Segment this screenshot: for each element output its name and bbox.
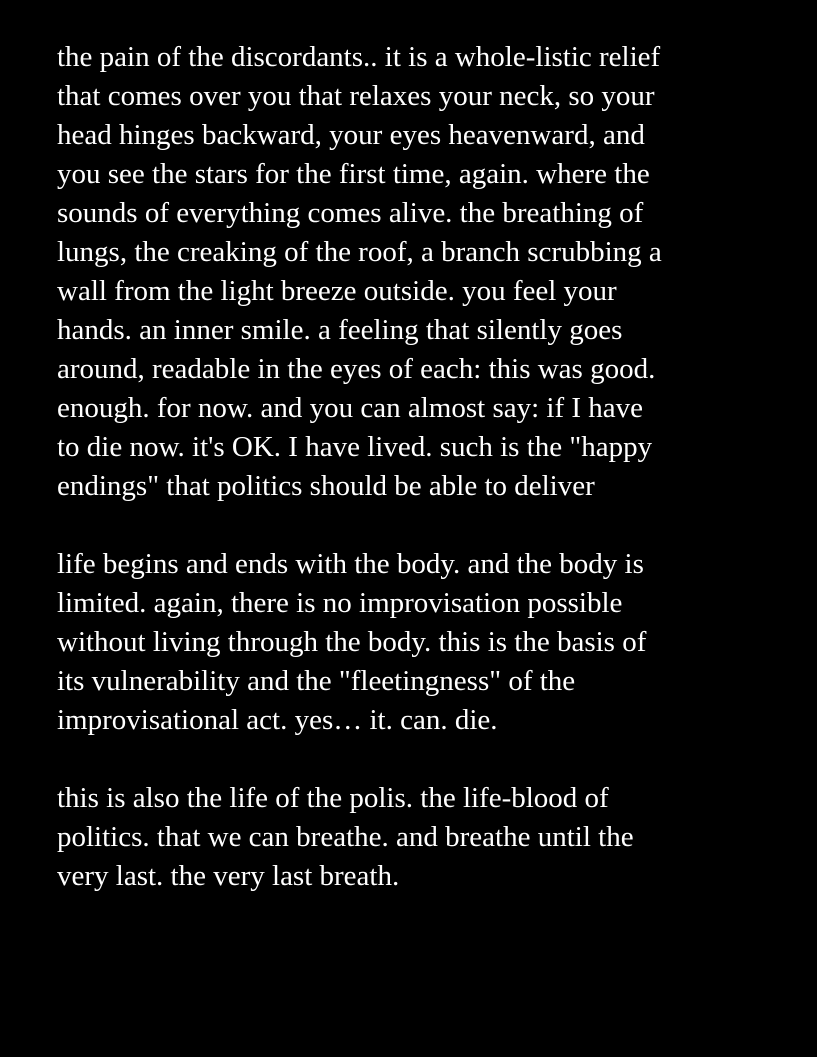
text-line: sounds of everything comes alive. the breathing of	[57, 197, 644, 229]
paragraph-1	[57, 38, 787, 506]
text-line: wall from the light breeze outside. you feel your	[57, 275, 617, 307]
paragraph-3	[57, 779, 787, 896]
text-line: limited. again, there is no improvisation possible	[57, 587, 623, 619]
text-line: improvisational act. yes… it. can. die.	[57, 704, 498, 736]
text-line: to die now. it's OK. I have lived. such is the "happy	[57, 431, 653, 463]
text-line: that comes over you that relaxes your neck, so your	[57, 80, 655, 112]
text-block	[57, 38, 787, 896]
paragraph-spacer	[57, 740, 787, 779]
text-line: life begins and ends with the body. and the body is	[57, 548, 644, 580]
text-line: without living through the body. this is the basis of	[57, 626, 647, 658]
text-line: the pain of the discordants.. it is a whole-listic relief	[57, 41, 661, 73]
text-line: enough. for now. and you can almost say: if I have	[57, 392, 644, 424]
text-line: politics. that we can breathe. and breathe until the	[57, 821, 634, 853]
text-line: head hinges backward, your eyes heavenward, and	[57, 119, 645, 151]
paragraph-spacer	[57, 506, 787, 545]
text-line: endings" that politics should be able to deliver	[57, 470, 595, 502]
text-line: lungs, the creaking of the roof, a branch scrubbing a	[57, 236, 662, 268]
text-line: this is also the life of the polis. the life-blood of	[57, 782, 609, 814]
text-line: around, readable in the eyes of each: this was good.	[57, 353, 656, 385]
text-line: hands. an inner smile. a feeling that silently goes	[57, 314, 623, 346]
text-line: very last. the very last breath.	[57, 860, 400, 892]
paragraph-2	[57, 545, 787, 740]
text-line: its vulnerability and the "fleetingness" of the	[57, 665, 576, 697]
text-line: you see the stars for the first time, again. where the	[57, 158, 650, 190]
